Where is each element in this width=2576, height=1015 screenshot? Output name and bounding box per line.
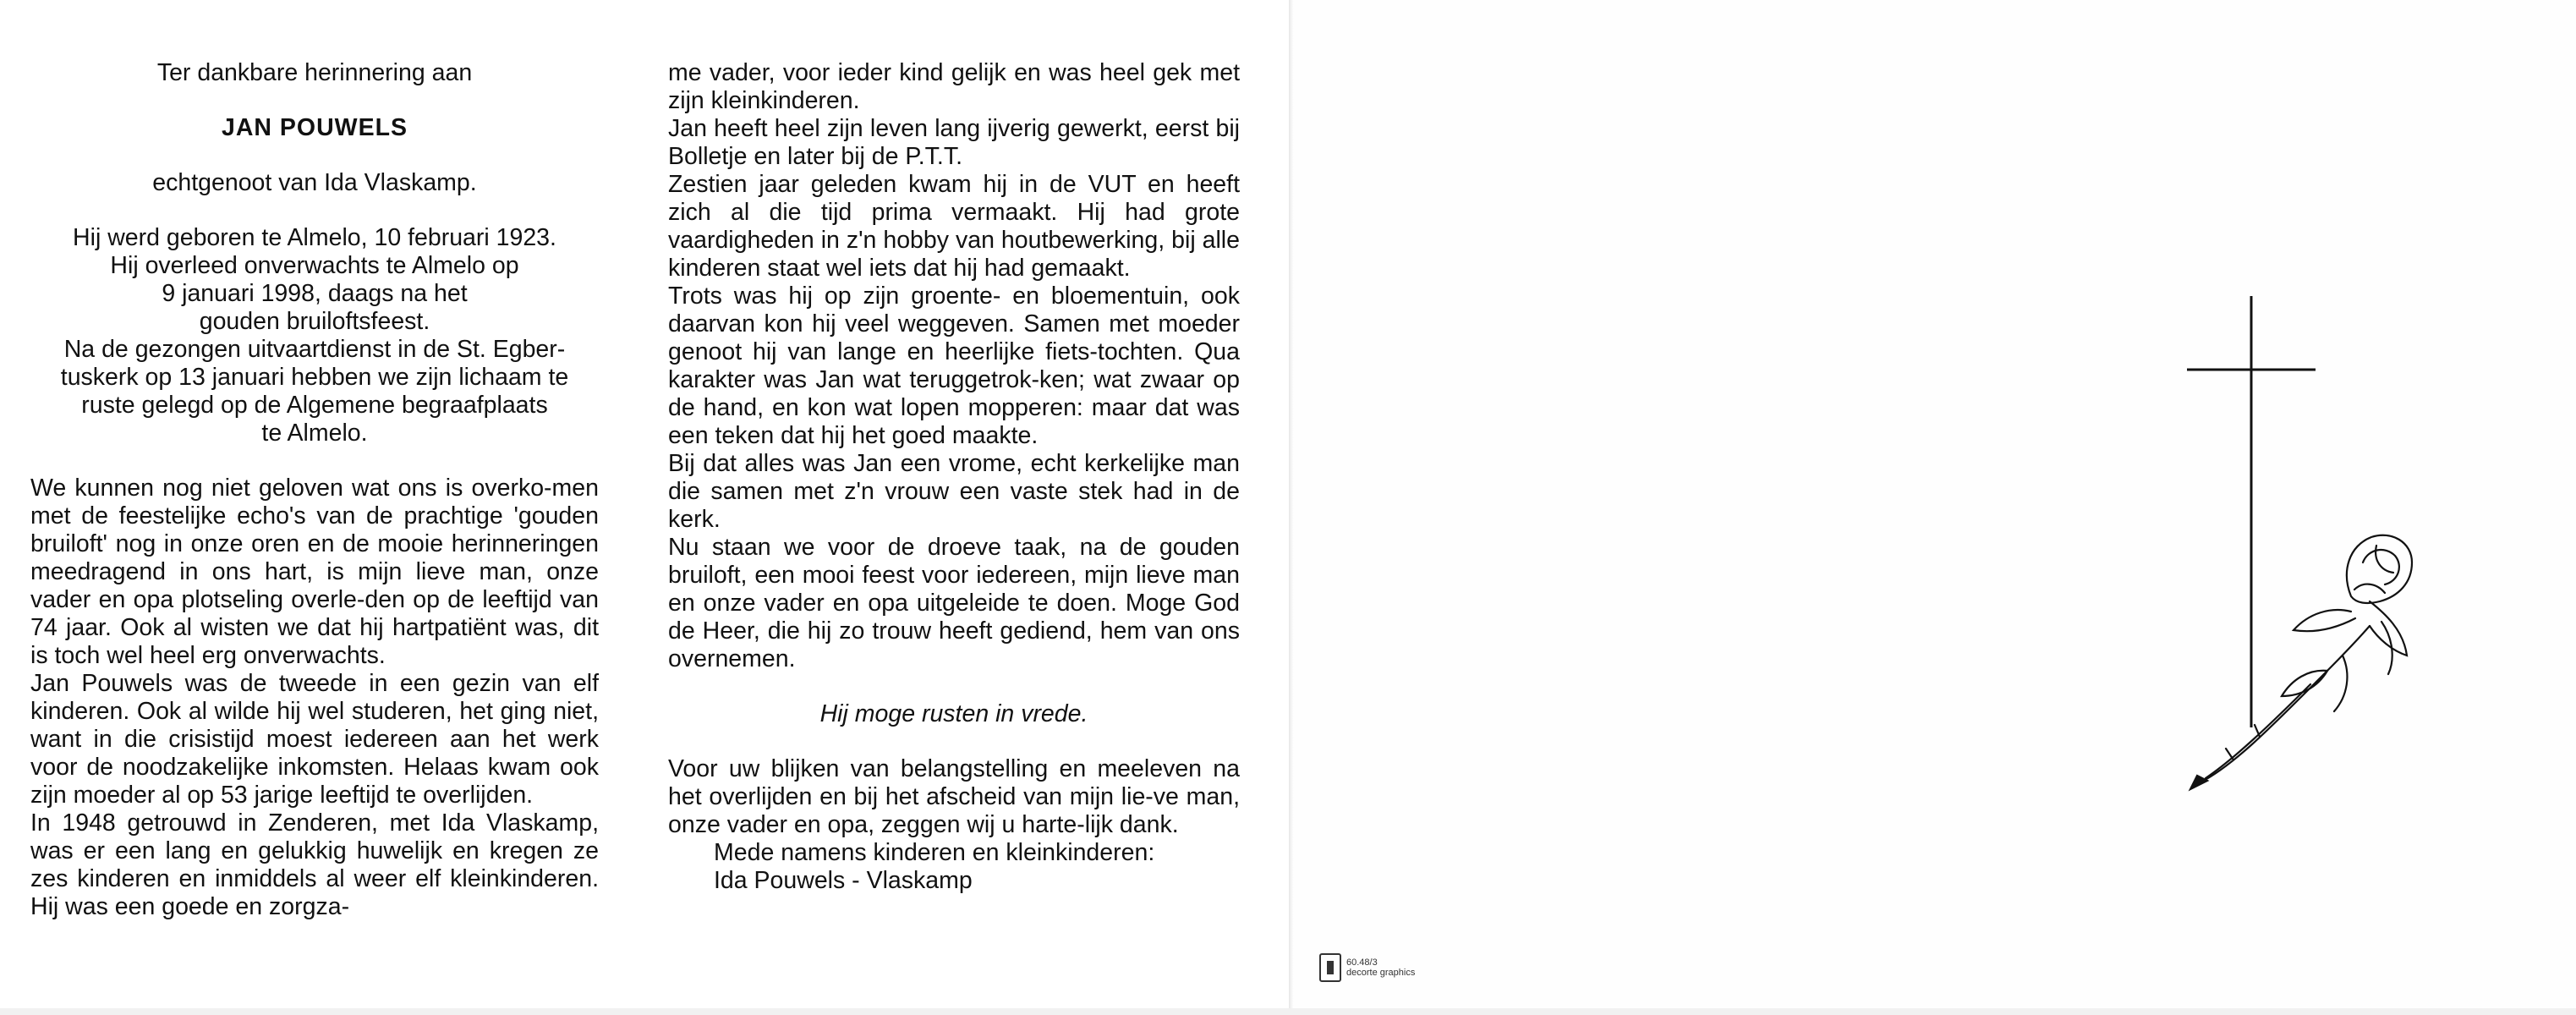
- memorial-paragraph: me vader, voor ieder kind gelijk en was heel gek met zijn kleinkinderen.: [668, 59, 1240, 114]
- signature-name: Ida Pouwels - Vlaskamp: [714, 867, 973, 894]
- bio-line: tuskerk op 13 januari hebben we zijn lichaam te: [60, 364, 569, 391]
- memorial-paragraph: Jan Pouwels was de tweede in een gezin van elf kinderen. Ook al wilde hij wel studeren, het ging niet, want in die crisistijd moest iedereen aan het werk voor de noodzakelijke inkomsten. Helaas kwam ook zijn moeder al op 53 jarige leeftijd te overlijden.: [30, 670, 599, 809]
- bio-line: Hij werd geboren te Almelo, 10 februari 1923.: [73, 224, 556, 251]
- spouse-line: echtgenoot van Ida Vlaskamp.: [152, 169, 477, 196]
- memorial-paragraph: We kunnen nog niet geloven wat ons is overko-men met de feestelijke echo's van de prachtige 'gouden bruiloft' nog in onze oren en de mooie herinneringen meedragend in ons hart, is mijn lieve man, onze vader en opa plotseling overle-den op de leeftijd van 74 jaar. Ook al wisten we dat hij hartpatiënt was, dit is toch wel heel erg onverwachts.: [30, 475, 599, 669]
- memorial-paragraph: Bij dat alles was Jan een vrome, echt kerkelijke man die samen met z'n vrouw een vaste stek had in de kerk.: [668, 450, 1240, 533]
- printer-logo-icon: [1319, 953, 1341, 982]
- thanks-paragraph: Voor uw blijken van belangstelling en meeleven na het overlijden en bij het afscheid van mijn lie-ve man, onze vader en opa, zeggen wij u harte-lijk dank.: [668, 755, 1240, 838]
- rose-icon: [2190, 535, 2412, 789]
- memorial-paragraph: Jan heeft heel zijn leven lang ijverig gewerkt, eerst bij Bolletje en later bij de P.T.T.: [668, 115, 1240, 170]
- bio-line: 9 januari 1998, daags na het: [162, 280, 468, 307]
- signature-line: Mede namens kinderen en kleinkinderen:: [714, 839, 1155, 866]
- printer-brand: decorte graphics: [1346, 968, 1416, 978]
- memorial-paragraph: Nu staan we voor de droeve taak, na de gouden bruiloft, een mooi feest voor iedereen, mijn lieve man en onze vader en opa uitgeleide te doen. Moge God de Heer, die hij zo trouw heeft gediend, hem van ons overnemen.: [668, 534, 1240, 672]
- intro-line: Ter dankbare herinnering aan: [156, 59, 473, 86]
- printer-code: 60.48/3: [1346, 957, 1378, 968]
- memorial-paragraph: In 1948 getrouwd in Zenderen, met Ida Vlaskamp, was er een lang en gelukkig huwelijk en kregen ze zes kinderen en inmiddels al weer elf kleinkinderen. Hij was een goede en zorgza-: [30, 809, 599, 920]
- left-text-column: [30, 59, 599, 921]
- card-bottom-edge: [0, 1008, 2576, 1015]
- bio-line: Na de gezongen uitvaartdienst in de St. Egber-: [63, 336, 566, 363]
- cross-icon: [2182, 292, 2419, 799]
- bio-line: Hij overleed onverwachts te Almelo op: [110, 252, 519, 279]
- bio-block: [30, 224, 599, 447]
- text-panel: [0, 0, 1289, 1010]
- prayer-line: Hij moge rusten in vrede.: [819, 700, 1088, 727]
- cross-and-rose: [2182, 292, 2419, 799]
- bio-line: ruste gelegd op de Algemene begraafplaats: [81, 392, 548, 419]
- printer-mark: [1319, 951, 1415, 985]
- right-text-column: [668, 59, 1240, 895]
- deceased-name: JAN POUWELS: [221, 114, 408, 141]
- bio-line: te Almelo.: [261, 420, 368, 447]
- memorial-paragraph: Trots was hij op zijn groente- en bloementuin, ook daarvan kon hij veel weggeven. Samen met moeder genoot hij van lange en heerlijke fiets-tochten. Qua karakter was Jan wat teruggetrok-ken; wat zwaar op de hand, en kon wat lopen mopperen: maar dat was een teken dat hij het goed maakte.: [668, 283, 1240, 449]
- memorial-paragraph: Zestien jaar geleden kwam hij in de VUT en heeft zich al die tijd prima vermaakt. Hij had grote vaardigheden in z'n hobby van houtbewerking, bij alle kinderen staat wel iets dat hij had gemaakt.: [668, 171, 1240, 282]
- bio-line: gouden bruiloftsfeest.: [199, 308, 430, 335]
